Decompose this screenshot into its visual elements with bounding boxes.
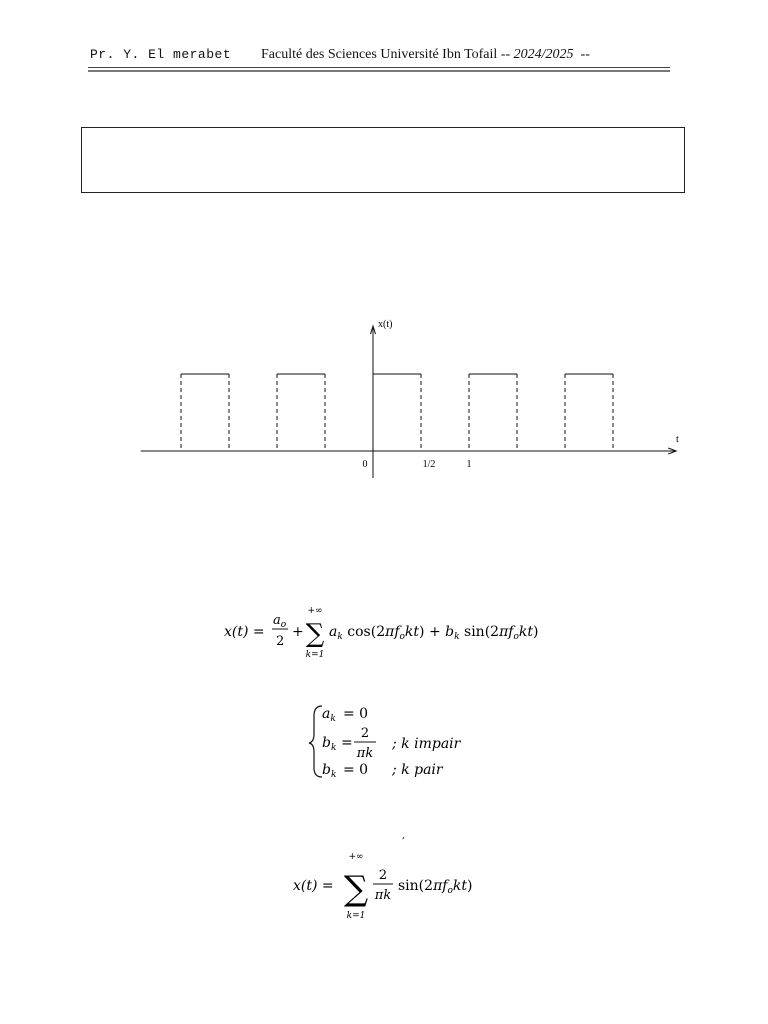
bk-frac-num: 2 xyxy=(360,726,370,741)
y-axis-label: x(t) xyxy=(378,319,393,330)
bk-equals: = xyxy=(341,735,353,751)
header-author: Pr. Y. El merabet xyxy=(90,47,232,62)
sum-symbol-2: ∑ xyxy=(343,869,369,909)
formula3-frac-num: 2 xyxy=(378,868,388,883)
bk2-symbol: $b_k$ xyxy=(322,762,337,780)
formula1-body: $a_k$ $\cos(2\pi f_okt) + b_k$ $\sin(2\pi f_okt)$ xyxy=(329,624,539,642)
header-suffix: -- xyxy=(580,47,590,62)
bk-symbol: $b_k$ xyxy=(322,735,337,753)
bk-condition: ; k impair xyxy=(392,736,461,752)
svg-text:2: 2 xyxy=(276,634,285,649)
bk2-condition: ; k pair xyxy=(392,762,443,778)
formula3-sum-top: +∞ xyxy=(348,852,364,862)
x-tick-label-half: 1/2 xyxy=(422,459,436,470)
x-tick-label-0: 0 xyxy=(362,459,368,470)
bk2-value: = 0 xyxy=(343,762,369,778)
formula3-frac-den: πk xyxy=(374,888,392,903)
formula1-sum-top: +∞ xyxy=(307,606,323,616)
formula3-sum-bottom: k=1 xyxy=(346,911,366,921)
formula1-sum-bottom: k=1 xyxy=(305,650,325,660)
stray-comma: , xyxy=(402,831,405,841)
x-tick-label-1: 1 xyxy=(466,459,472,470)
bk-frac-den: πk xyxy=(356,746,374,761)
x-axis-label: t xyxy=(676,434,679,445)
header-year: 2024/2025 xyxy=(513,47,574,62)
plus-sign: + xyxy=(292,624,304,640)
formula3-body: $\sin(2\pi f_okt)$ xyxy=(398,878,473,896)
sum-symbol: ∑ xyxy=(305,619,325,649)
formula3-lhs: x(t) = xyxy=(293,878,334,894)
ak-symbol: $a_k$ xyxy=(322,706,336,724)
svg-text:ao: $a_o$ xyxy=(273,613,287,630)
header-institution-name: Faculté des Sciences Université Ibn Tofail -- xyxy=(261,47,511,62)
formula1-lhs: x(t) = xyxy=(224,624,265,640)
ak-value: = 0 xyxy=(343,706,369,722)
